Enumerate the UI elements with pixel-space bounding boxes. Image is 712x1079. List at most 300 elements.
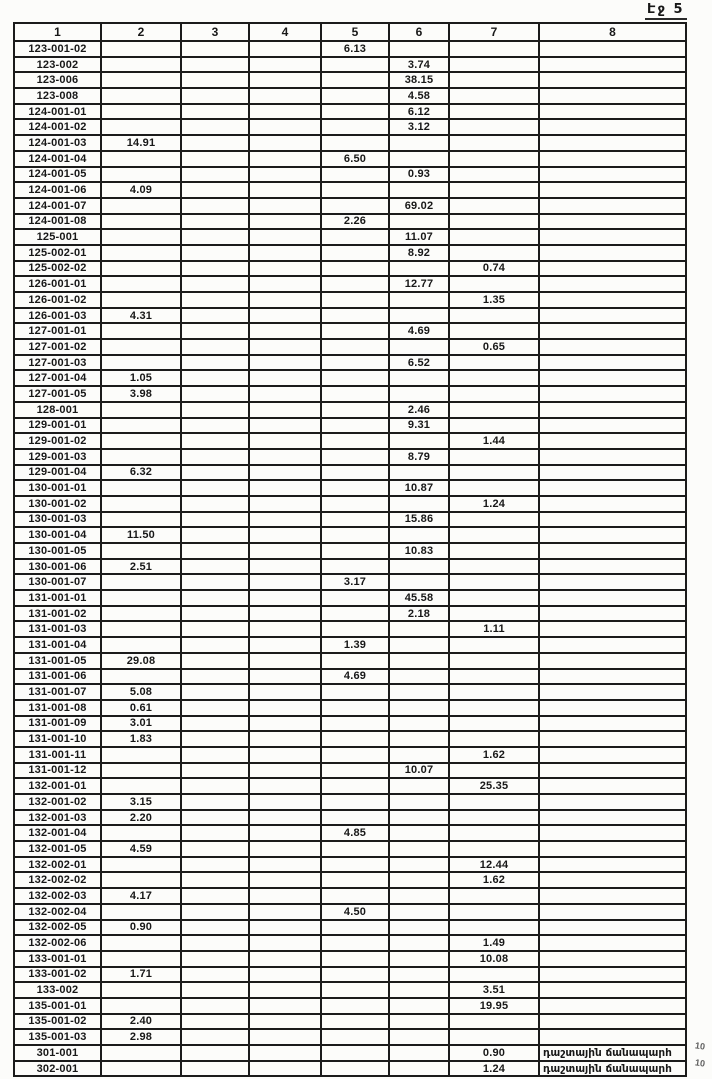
- row-code-cell: 131-001-01: [14, 590, 101, 606]
- table-row: [14, 653, 686, 669]
- row-code-cell: 132-001-03: [14, 810, 101, 826]
- value-cell: [389, 465, 449, 481]
- value-cell: 10.87: [389, 480, 449, 496]
- value-cell: [389, 951, 449, 967]
- table-row: [14, 904, 686, 920]
- row-code-cell: 127-001-03: [14, 355, 101, 371]
- row-note-cell: [539, 72, 686, 88]
- value-cell: [321, 1061, 389, 1077]
- row-note-cell: [539, 57, 686, 73]
- value-cell: 6.12: [389, 104, 449, 120]
- value-cell: [321, 386, 389, 402]
- value-cell: [249, 559, 321, 575]
- value-cell: 2.40: [101, 1014, 181, 1030]
- row-note-cell: [539, 245, 686, 261]
- value-cell: [249, 104, 321, 120]
- value-cell: [449, 527, 539, 543]
- row-note-cell: [539, 606, 686, 622]
- row-code-cell: 132-002-05: [14, 920, 101, 936]
- value-cell: [249, 951, 321, 967]
- value-cell: 3.12: [389, 119, 449, 135]
- row-note-cell: [539, 920, 686, 936]
- row-note-cell: [539, 794, 686, 810]
- value-cell: [181, 402, 249, 418]
- table-row: [14, 1029, 686, 1045]
- value-cell: [449, 418, 539, 434]
- row-code-cell: 131-001-10: [14, 731, 101, 747]
- value-cell: 3.98: [101, 386, 181, 402]
- value-cell: [449, 825, 539, 841]
- table-row: [14, 88, 686, 104]
- value-cell: [249, 245, 321, 261]
- row-code-cell: 127-001-02: [14, 339, 101, 355]
- header-row: [14, 23, 686, 41]
- table-row: [14, 669, 686, 685]
- row-note-cell: [539, 308, 686, 324]
- row-code-cell: 131-001-11: [14, 747, 101, 763]
- value-cell: [449, 559, 539, 575]
- table-row: [14, 418, 686, 434]
- value-cell: [181, 590, 249, 606]
- column-header: 5: [321, 23, 389, 41]
- value-cell: [321, 982, 389, 998]
- value-cell: [449, 684, 539, 700]
- value-cell: 4.50: [321, 904, 389, 920]
- value-cell: [321, 480, 389, 496]
- value-cell: [249, 590, 321, 606]
- value-cell: [389, 621, 449, 637]
- value-cell: [249, 198, 321, 214]
- row-code-cell: 131-001-03: [14, 621, 101, 637]
- value-cell: [181, 810, 249, 826]
- row-note-cell: [539, 904, 686, 920]
- table-row: [14, 621, 686, 637]
- value-cell: 1.11: [449, 621, 539, 637]
- column-header: 7: [449, 23, 539, 41]
- value-cell: [449, 245, 539, 261]
- value-cell: 12.44: [449, 857, 539, 873]
- value-cell: 6.50: [321, 151, 389, 167]
- value-cell: [101, 198, 181, 214]
- value-cell: 19.95: [449, 998, 539, 1014]
- table-row: [14, 574, 686, 590]
- value-cell: [249, 1014, 321, 1030]
- value-cell: [101, 951, 181, 967]
- value-cell: 2.46: [389, 402, 449, 418]
- value-cell: [449, 449, 539, 465]
- value-cell: [101, 214, 181, 230]
- row-note-cell: [539, 700, 686, 716]
- row-note-cell: [539, 292, 686, 308]
- row-code-cell: 123-002: [14, 57, 101, 73]
- row-code-cell: 301-001: [14, 1045, 101, 1061]
- value-cell: [249, 669, 321, 685]
- row-code-cell: 302-001: [14, 1061, 101, 1077]
- value-cell: [181, 339, 249, 355]
- value-cell: [389, 778, 449, 794]
- table-row: [14, 810, 686, 826]
- value-cell: [181, 433, 249, 449]
- value-cell: [389, 370, 449, 386]
- value-cell: [321, 1014, 389, 1030]
- value-cell: [321, 888, 389, 904]
- row-code-cell: 132-002-02: [14, 872, 101, 888]
- value-cell: [389, 386, 449, 402]
- value-cell: [181, 606, 249, 622]
- row-note-cell: [539, 339, 686, 355]
- value-cell: [321, 559, 389, 575]
- value-cell: [321, 716, 389, 732]
- value-cell: [449, 512, 539, 528]
- row-note-cell: [539, 418, 686, 434]
- value-cell: [389, 872, 449, 888]
- value-cell: [449, 1014, 539, 1030]
- value-cell: [249, 214, 321, 230]
- value-cell: [181, 104, 249, 120]
- table-row: [14, 1014, 686, 1030]
- value-cell: [101, 1045, 181, 1061]
- value-cell: [101, 1061, 181, 1077]
- value-cell: [181, 857, 249, 873]
- value-cell: [321, 841, 389, 857]
- value-cell: 11.07: [389, 229, 449, 245]
- row-note-cell: [539, 88, 686, 104]
- row-code-cell: 123-001-02: [14, 41, 101, 57]
- value-cell: [389, 716, 449, 732]
- row-note-cell: [539, 574, 686, 590]
- row-code-cell: 135-001-03: [14, 1029, 101, 1045]
- value-cell: [101, 119, 181, 135]
- value-cell: [449, 72, 539, 88]
- value-cell: [321, 527, 389, 543]
- row-note-cell: [539, 41, 686, 57]
- row-code-cell: 131-001-12: [14, 763, 101, 779]
- value-cell: [181, 574, 249, 590]
- value-cell: 1.62: [449, 872, 539, 888]
- value-cell: [321, 119, 389, 135]
- value-cell: 29.08: [101, 653, 181, 669]
- row-code-cell: 124-001-02: [14, 119, 101, 135]
- value-cell: [389, 1029, 449, 1045]
- value-cell: [449, 323, 539, 339]
- row-code-cell: 129-001-04: [14, 465, 101, 481]
- value-cell: 2.26: [321, 214, 389, 230]
- row-note-cell: [539, 637, 686, 653]
- row-code-cell: 133-001-01: [14, 951, 101, 967]
- value-cell: [449, 135, 539, 151]
- table-row: [14, 543, 686, 559]
- row-note-cell: [539, 135, 686, 151]
- value-cell: [181, 637, 249, 653]
- row-code-cell: 125-002-01: [14, 245, 101, 261]
- table-row: [14, 214, 686, 230]
- value-cell: [249, 967, 321, 983]
- row-note-cell: [539, 1014, 686, 1030]
- row-code-cell: 126-001-01: [14, 276, 101, 292]
- value-cell: [181, 1029, 249, 1045]
- value-cell: [181, 872, 249, 888]
- value-cell: [321, 261, 389, 277]
- value-cell: [181, 700, 249, 716]
- value-cell: [101, 480, 181, 496]
- value-cell: [249, 731, 321, 747]
- value-cell: [249, 606, 321, 622]
- table-row: [14, 920, 686, 936]
- value-cell: [101, 57, 181, 73]
- value-cell: [321, 104, 389, 120]
- column-header: 8: [539, 23, 686, 41]
- value-cell: [321, 794, 389, 810]
- table-row: [14, 1045, 686, 1061]
- value-cell: [389, 308, 449, 324]
- column-header: 4: [249, 23, 321, 41]
- value-cell: [389, 982, 449, 998]
- value-cell: [249, 276, 321, 292]
- value-cell: [449, 370, 539, 386]
- table-row: [14, 559, 686, 575]
- row-code-cell: 133-002: [14, 982, 101, 998]
- value-cell: [249, 449, 321, 465]
- value-cell: [181, 904, 249, 920]
- row-note-cell: [539, 1029, 686, 1045]
- value-cell: [321, 653, 389, 669]
- value-cell: [181, 967, 249, 983]
- value-cell: 1.71: [101, 967, 181, 983]
- value-cell: [101, 88, 181, 104]
- value-cell: [389, 684, 449, 700]
- table-row: [14, 72, 686, 88]
- value-cell: 3.74: [389, 57, 449, 73]
- parcel-data-table: [13, 22, 687, 1077]
- value-cell: 8.79: [389, 449, 449, 465]
- row-code-cell: 133-001-02: [14, 967, 101, 983]
- value-cell: 12.77: [389, 276, 449, 292]
- value-cell: [389, 904, 449, 920]
- value-cell: [321, 935, 389, 951]
- value-cell: [101, 41, 181, 57]
- value-cell: [101, 402, 181, 418]
- value-cell: [449, 167, 539, 183]
- table-row: [14, 198, 686, 214]
- value-cell: [101, 872, 181, 888]
- table-row: [14, 778, 686, 794]
- column-header: 6: [389, 23, 449, 41]
- value-cell: [101, 904, 181, 920]
- value-cell: [249, 167, 321, 183]
- value-cell: [449, 888, 539, 904]
- value-cell: [249, 747, 321, 763]
- row-note-cell: [539, 261, 686, 277]
- row-note-cell: [539, 198, 686, 214]
- value-cell: [389, 700, 449, 716]
- table-row: [14, 857, 686, 873]
- value-cell: 6.13: [321, 41, 389, 57]
- row-note-cell: [539, 763, 686, 779]
- value-cell: [449, 841, 539, 857]
- value-cell: [321, 88, 389, 104]
- value-cell: [449, 606, 539, 622]
- value-cell: [321, 167, 389, 183]
- table-row: [14, 57, 686, 73]
- value-cell: [181, 716, 249, 732]
- value-cell: 0.90: [449, 1045, 539, 1061]
- value-cell: [181, 355, 249, 371]
- value-cell: 6.52: [389, 355, 449, 371]
- value-cell: 1.24: [449, 1061, 539, 1077]
- row-note-cell: [539, 214, 686, 230]
- value-cell: [389, 261, 449, 277]
- value-cell: [321, 967, 389, 983]
- value-cell: [321, 198, 389, 214]
- value-cell: 25.35: [449, 778, 539, 794]
- table-row: [14, 386, 686, 402]
- table-row: [14, 998, 686, 1014]
- value-cell: [249, 872, 321, 888]
- value-cell: 15.86: [389, 512, 449, 528]
- value-cell: [249, 888, 321, 904]
- value-cell: [321, 606, 389, 622]
- value-cell: [181, 496, 249, 512]
- value-cell: 38.15: [389, 72, 449, 88]
- value-cell: [101, 935, 181, 951]
- table-row: [14, 527, 686, 543]
- value-cell: [449, 904, 539, 920]
- value-cell: [249, 355, 321, 371]
- value-cell: [181, 245, 249, 261]
- value-cell: [101, 857, 181, 873]
- row-note-cell: [539, 433, 686, 449]
- value-cell: 1.39: [321, 637, 389, 653]
- row-note-cell: [539, 857, 686, 873]
- row-code-cell: 131-001-07: [14, 684, 101, 700]
- table-row: [14, 370, 686, 386]
- value-cell: [449, 182, 539, 198]
- value-cell: [321, 339, 389, 355]
- value-cell: [181, 1061, 249, 1077]
- value-cell: 5.08: [101, 684, 181, 700]
- value-cell: [249, 339, 321, 355]
- row-note-cell: [539, 935, 686, 951]
- value-cell: [249, 653, 321, 669]
- table-row: [14, 637, 686, 653]
- value-cell: [389, 841, 449, 857]
- value-cell: [181, 182, 249, 198]
- table-row: [14, 465, 686, 481]
- value-cell: [181, 731, 249, 747]
- table-row: [14, 590, 686, 606]
- value-cell: [389, 433, 449, 449]
- table-row: [14, 716, 686, 732]
- table-row: [14, 888, 686, 904]
- value-cell: [249, 433, 321, 449]
- table-row: [14, 700, 686, 716]
- row-note-cell: [539, 825, 686, 841]
- table-row: [14, 794, 686, 810]
- row-note-cell: [539, 229, 686, 245]
- table-row: [14, 747, 686, 763]
- table-row: [14, 606, 686, 622]
- value-cell: [181, 1014, 249, 1030]
- row-code-cell: 126-001-03: [14, 308, 101, 324]
- value-cell: 1.05: [101, 370, 181, 386]
- row-code-cell: 132-001-01: [14, 778, 101, 794]
- row-note-cell: [539, 841, 686, 857]
- value-cell: [249, 88, 321, 104]
- row-code-cell: 129-001-03: [14, 449, 101, 465]
- value-cell: [449, 637, 539, 653]
- value-cell: [389, 637, 449, 653]
- value-cell: [321, 245, 389, 261]
- value-cell: [181, 1045, 249, 1061]
- value-cell: 8.92: [389, 245, 449, 261]
- margin-scan-mark: 10: [694, 1040, 706, 1052]
- value-cell: [321, 512, 389, 528]
- table-row: [14, 841, 686, 857]
- value-cell: [449, 669, 539, 685]
- value-cell: [389, 998, 449, 1014]
- value-cell: [101, 763, 181, 779]
- value-cell: [249, 841, 321, 857]
- value-cell: [181, 763, 249, 779]
- value-cell: [389, 967, 449, 983]
- row-code-cell: 130-001-02: [14, 496, 101, 512]
- value-cell: [249, 920, 321, 936]
- value-cell: [389, 794, 449, 810]
- value-cell: 0.93: [389, 167, 449, 183]
- row-note-cell: [539, 370, 686, 386]
- value-cell: [249, 1029, 321, 1045]
- table-row: [14, 825, 686, 841]
- row-note-cell: դաշտային ճանապարհ: [539, 1061, 686, 1077]
- value-cell: 3.01: [101, 716, 181, 732]
- row-code-cell: 129-001-02: [14, 433, 101, 449]
- value-cell: [181, 747, 249, 763]
- value-cell: [181, 935, 249, 951]
- value-cell: [181, 135, 249, 151]
- value-cell: [101, 245, 181, 261]
- row-code-cell: 132-002-01: [14, 857, 101, 873]
- row-code-cell: 132-002-06: [14, 935, 101, 951]
- value-cell: 4.69: [321, 669, 389, 685]
- value-cell: [181, 888, 249, 904]
- value-cell: [101, 637, 181, 653]
- value-cell: [389, 935, 449, 951]
- table-row: [14, 261, 686, 277]
- value-cell: [181, 214, 249, 230]
- row-note-cell: [539, 465, 686, 481]
- value-cell: 0.61: [101, 700, 181, 716]
- value-cell: [321, 731, 389, 747]
- value-cell: [389, 888, 449, 904]
- value-cell: [449, 355, 539, 371]
- value-cell: [101, 512, 181, 528]
- value-cell: [249, 370, 321, 386]
- column-header: 3: [181, 23, 249, 41]
- value-cell: [249, 857, 321, 873]
- row-note-cell: [539, 778, 686, 794]
- value-cell: [321, 72, 389, 88]
- row-note-cell: [539, 355, 686, 371]
- value-cell: [101, 606, 181, 622]
- margin-scan-mark: 10: [694, 1057, 706, 1069]
- row-note-cell: [539, 543, 686, 559]
- value-cell: [101, 998, 181, 1014]
- value-cell: 1.83: [101, 731, 181, 747]
- value-cell: [249, 810, 321, 826]
- value-cell: [181, 825, 249, 841]
- value-cell: [449, 763, 539, 779]
- value-cell: [449, 104, 539, 120]
